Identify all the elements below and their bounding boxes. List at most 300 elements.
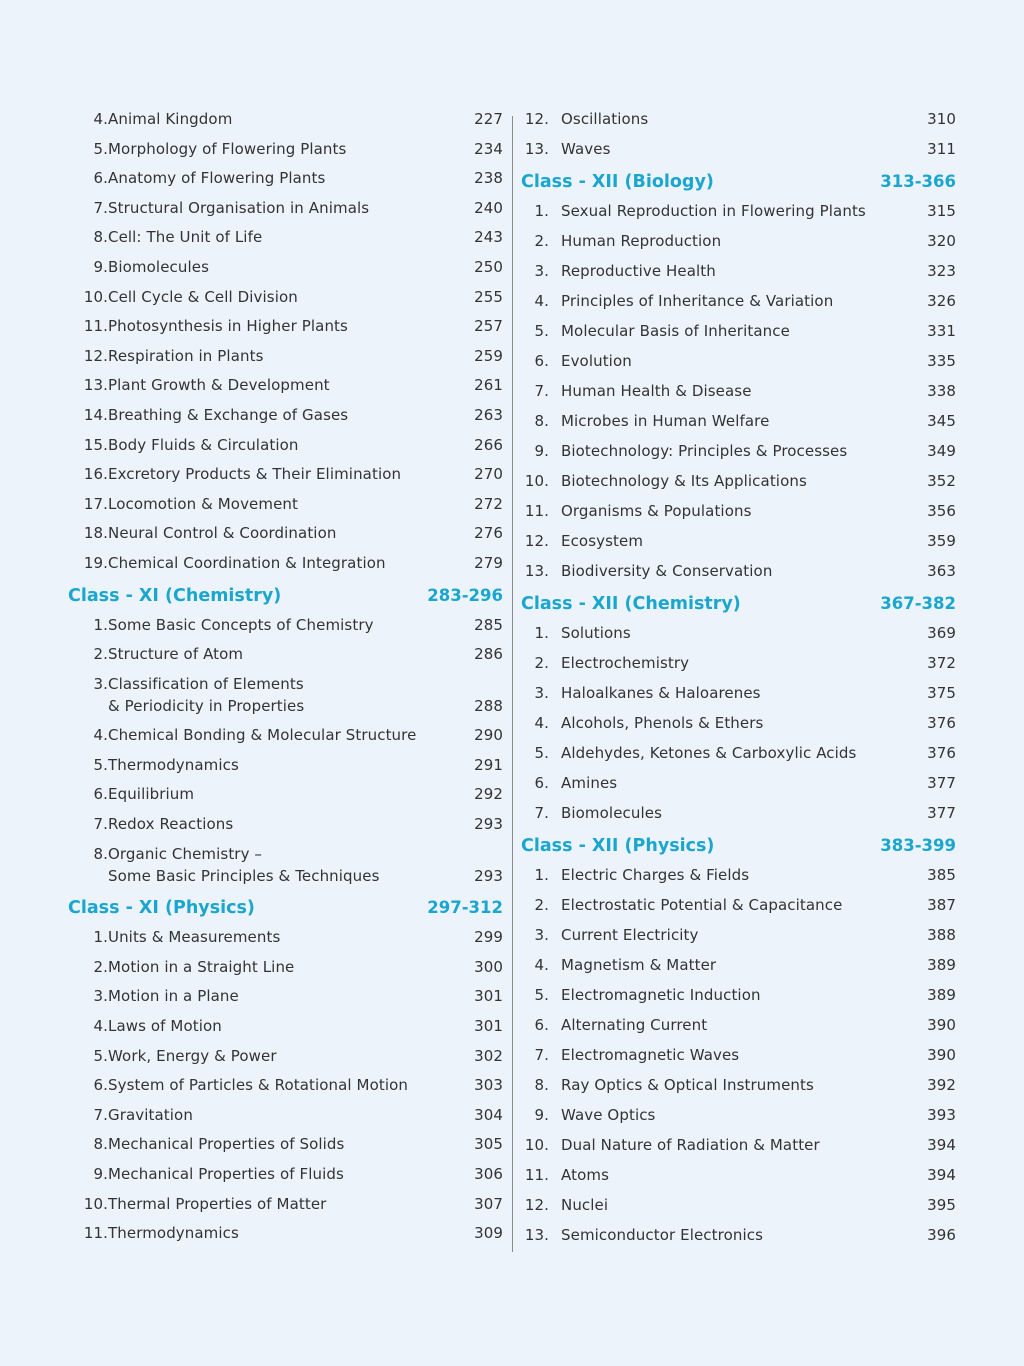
toc-entry (521, 984, 956, 1006)
toc-entry-number: 9. (93, 1165, 108, 1183)
toc-entry-number: 6. (534, 1016, 549, 1034)
toc-entry-number: 16. (83, 465, 108, 484)
toc-entry-number-cell (68, 813, 108, 835)
toc-entry-number: 9. (93, 257, 108, 276)
toc-entry-title: Equilibrium (108, 785, 195, 804)
toc-entry-page: 390 (927, 1016, 956, 1034)
toc-entry-number: 7. (93, 198, 108, 217)
toc-entry-title: Ray Optics & Optical Instruments (561, 1076, 814, 1094)
toc-entry-title-cell (561, 772, 916, 794)
toc-entry-page: 376 (927, 744, 956, 762)
toc-entry-title: Units & Measurements (108, 928, 281, 947)
toc-entry-title: Biodiversity & Conservation (561, 562, 773, 580)
toc-entry (521, 260, 956, 282)
toc-entry (521, 924, 956, 946)
toc-entry-page: 240 (474, 198, 503, 217)
toc-entry-title-cell (108, 754, 463, 776)
toc-entry-page: 352 (927, 472, 956, 490)
toc-entry (68, 493, 503, 515)
toc-entry (521, 350, 956, 372)
toc-entry (68, 1222, 503, 1244)
toc-entry-title-cell (561, 560, 916, 582)
toc-entry-number: 11. (524, 1166, 549, 1184)
toc-entry-page: 377 (927, 804, 956, 822)
toc-entry-number: 1. (93, 928, 108, 947)
toc-entry-page: 310 (927, 110, 956, 128)
toc-entry-title-cell (108, 463, 463, 485)
section-title: Class - XI (Physics) (68, 898, 255, 919)
toc-entry-page: 276 (474, 524, 503, 543)
toc-entry-title: Sexual Reproduction in Flowering Plants (561, 202, 866, 220)
toc-entry-page: 293 (474, 866, 503, 885)
toc-entry-title: Neural Control & Coordination (108, 524, 337, 543)
toc-entry-number-cell (68, 404, 108, 426)
toc-entry-number-cell (521, 500, 561, 522)
toc-entry-number-cell (521, 742, 561, 764)
toc-entry-page: 288 (474, 696, 503, 715)
toc-entry-page: 315 (927, 202, 956, 220)
toc-entry-title-cell (561, 1074, 916, 1096)
toc-entry-page: 227 (474, 110, 503, 128)
toc-entry-title: Work, Energy & Power (108, 1046, 277, 1065)
toc-entry-title-continued: Some Basic Principles & Techniques (108, 866, 380, 885)
toc-entry-page: 335 (927, 352, 956, 370)
toc-entry-number-cell (68, 256, 108, 278)
toc-entry-page: 301 (474, 987, 503, 1006)
toc-entry-number-cell (68, 552, 108, 574)
toc-entry-title: Gravitation (108, 1105, 193, 1124)
toc-list-chemistry-xi (68, 614, 503, 887)
toc-entry-number: 12. (524, 532, 549, 550)
toc-entry-number-cell (68, 1074, 108, 1096)
toc-entry-page: 250 (474, 257, 503, 276)
toc-entry-title-cell (108, 138, 463, 160)
toc-entry-title: Biotechnology & Its Applications (561, 472, 807, 490)
toc-entry-number-cell (68, 985, 108, 1007)
toc-entry-number: 4. (534, 714, 549, 732)
toc-entry-title: Atoms (561, 1166, 609, 1184)
toc-entry (521, 410, 956, 432)
section-page-range: 283-296 (427, 585, 503, 605)
toc-entry-number: 1. (93, 615, 108, 634)
toc-entry-number-cell (68, 286, 108, 308)
toc-entry-title-cell (561, 320, 916, 342)
toc-entry-title-cell (108, 434, 463, 456)
toc-entry-title-cell (561, 1134, 916, 1156)
toc-entry-number-cell (68, 643, 108, 665)
toc-entry-number-cell (68, 1045, 108, 1067)
toc-entry-page: 338 (927, 382, 956, 400)
toc-entry-title: Electrochemistry (561, 654, 690, 672)
toc-entry (68, 286, 503, 308)
toc-entry-title-cell (561, 1104, 916, 1126)
toc-entry (68, 956, 503, 978)
toc-entry-number: 2. (534, 654, 549, 672)
toc-entry-number-cell (68, 522, 108, 544)
toc-entry-number-cell (68, 614, 108, 636)
toc-entry (68, 783, 503, 805)
toc-entry-number-cell (68, 1222, 108, 1244)
toc-entry-number: 5. (93, 755, 108, 774)
toc-entry-number: 13. (524, 1226, 549, 1244)
toc-entry-number-cell (68, 1163, 108, 1185)
toc-entry-page: 309 (474, 1224, 503, 1243)
toc-entry-title: Breathing & Exchange of Gases (108, 405, 349, 424)
toc-entry (68, 1133, 503, 1155)
toc-entry-title-cell (561, 108, 916, 130)
toc-entry-page: 304 (474, 1105, 503, 1124)
toc-entry-title: Cell Cycle & Cell Division (108, 287, 298, 306)
toc-entry (521, 380, 956, 402)
toc-entry (68, 197, 503, 219)
toc-entry (68, 1193, 503, 1215)
toc-entry-title-cell (108, 1222, 463, 1244)
toc-entry (521, 622, 956, 644)
toc-entry-number-cell (521, 894, 561, 916)
toc-entry-number: 2. (93, 645, 108, 664)
toc-entry-title: Cell: The Unit of Life (108, 228, 263, 247)
toc-entry-number-cell (68, 1015, 108, 1037)
toc-entry-title: Reproductive Health (561, 262, 716, 280)
toc-entry-page: 255 (474, 287, 503, 306)
toc-entry (521, 108, 956, 130)
toc-entry-title-cell (561, 1014, 916, 1036)
toc-entry-title-cell (108, 614, 463, 636)
toc-entry (521, 1014, 956, 1036)
toc-entry-title: Some Basic Concepts of Chemistry (108, 615, 374, 634)
toc-entry-title-cell (561, 894, 916, 916)
toc-entry-number: 18. (83, 524, 108, 543)
toc-entry-number-cell (68, 783, 108, 805)
toc-entry-page: 377 (927, 774, 956, 792)
toc-entry-title: Electrostatic Potential & Capacitance (561, 896, 843, 914)
toc-entry-title-cell (108, 1074, 463, 1096)
toc-entry-title-cell (561, 652, 916, 674)
toc-entry-number: 14. (83, 405, 108, 424)
toc-entry (68, 724, 503, 746)
toc-entry-number: 8. (534, 412, 549, 430)
toc-entry-title: Mechanical Properties of Solids (108, 1135, 345, 1154)
toc-entry-page: 311 (927, 140, 956, 158)
toc-entry (521, 954, 956, 976)
toc-entry-title-cell (108, 1045, 463, 1067)
toc-entry-title-cell (108, 374, 463, 396)
toc-entry-number: 12. (524, 110, 549, 128)
toc-entry-number: 7. (534, 804, 549, 822)
toc-entry-number-cell (521, 924, 561, 946)
toc-entry-number: 6. (534, 352, 549, 370)
toc-entry-title: Solutions (561, 624, 631, 642)
toc-entry-page: 394 (927, 1166, 956, 1184)
toc-entry-title-cell (108, 673, 463, 717)
toc-list-bio-xi (68, 108, 503, 574)
toc-entry-title: Haloalkanes & Haloarenes (561, 684, 761, 702)
toc-entry-title: Mechanical Properties of Fluids (108, 1165, 344, 1183)
toc-entry-title-cell (108, 108, 463, 130)
toc-entry (68, 404, 503, 426)
toc-entry-page: 396 (927, 1226, 956, 1244)
toc-entry-number: 10. (524, 1136, 549, 1154)
toc-entry-number-cell (521, 230, 561, 252)
toc-entry (68, 226, 503, 248)
toc-entry-number: 12. (524, 1196, 549, 1214)
toc-entry-number-cell (68, 108, 108, 130)
toc-entry-title: Excretory Products & Their Elimination (108, 465, 402, 484)
toc-entry (68, 167, 503, 189)
toc-entry-number: 8. (93, 844, 108, 863)
toc-entry-title-cell (561, 290, 916, 312)
toc-entry-title: Photosynthesis in Higher Plants (108, 317, 348, 336)
toc-entry-number: 1. (534, 202, 549, 220)
toc-entry-title: Alternating Current (561, 1016, 708, 1034)
toc-entry-title: Magnetism & Matter (561, 956, 717, 974)
toc-entry-page: 243 (474, 228, 503, 247)
toc-entry-number-cell (68, 956, 108, 978)
toc-entry-page: 291 (474, 755, 503, 774)
toc-entry-title: Thermodynamics (108, 1224, 239, 1243)
toc-entry (521, 864, 956, 886)
toc-entry-title: Electromagnetic Waves (561, 1046, 740, 1064)
toc-entry-title-cell (561, 1044, 916, 1066)
toc-entry-title: Thermal Properties of Matter (108, 1194, 327, 1213)
toc-entry-number-cell (68, 843, 108, 865)
toc-entry (521, 500, 956, 522)
toc-entry-title: Microbes in Human Welfare (561, 412, 770, 430)
toc-entry-title: Current Electricity (561, 926, 699, 944)
toc-entry-page: 272 (474, 494, 503, 513)
toc-entry (521, 772, 956, 794)
toc-entry-page: 320 (927, 232, 956, 250)
toc-entry-number: 13. (524, 562, 549, 580)
toc-entry-title-cell (561, 380, 916, 402)
toc-entry (521, 470, 956, 492)
toc-entry-title: System of Particles & Rotational Motion (108, 1076, 409, 1095)
toc-entry-page: 356 (927, 502, 956, 520)
toc-entry-number: 13. (83, 376, 108, 395)
toc-entry-title: Motion in a Plane (108, 987, 239, 1006)
toc-entry-title-cell (561, 410, 916, 432)
toc-entry-title-cell (108, 1015, 463, 1037)
toc-entry-number: 5. (534, 986, 549, 1004)
toc-entry-title: Morphology of Flowering Plants (108, 139, 347, 158)
toc-entry-number-cell (68, 197, 108, 219)
toc-entry-title: Plant Growth & Development (108, 376, 330, 395)
toc-entry-title: Organic Chemistry – (108, 844, 263, 863)
toc-entry-title: Locomotion & Movement (108, 494, 299, 513)
toc-entry-page: 292 (474, 785, 503, 804)
section-header-chemistry-xi (68, 582, 503, 610)
toc-entry-number-cell (68, 434, 108, 456)
toc-entry-number-cell (521, 440, 561, 462)
toc-entry-title-cell (108, 724, 463, 746)
toc-entry-page: 389 (927, 956, 956, 974)
toc-entry-number-cell (521, 380, 561, 402)
toc-entry-number: 6. (93, 169, 108, 188)
toc-entry-title-cell (108, 985, 463, 1007)
toc-entry-number: 4. (534, 956, 549, 974)
toc-entry-number: 3. (534, 684, 549, 702)
toc-entry-title-cell (108, 783, 463, 805)
toc-entry-number-cell (521, 470, 561, 492)
toc-entry-number-cell (521, 652, 561, 674)
toc-entry-number-cell (521, 1014, 561, 1036)
toc-entry-title-cell (561, 470, 916, 492)
toc-entry-title-cell (108, 167, 463, 189)
toc-entry (68, 315, 503, 337)
toc-entry (68, 522, 503, 544)
section-header-biology-xii (521, 168, 956, 196)
toc-entry (521, 1164, 956, 1186)
toc-entry-title: Chemical Bonding & Molecular Structure (108, 726, 417, 745)
toc-entry-number: 10. (83, 287, 108, 306)
toc-entry-number: 10. (83, 1194, 108, 1213)
toc-entry-number: 7. (93, 815, 108, 834)
toc-entry-number-cell (521, 712, 561, 734)
toc-entry-number-cell (68, 1133, 108, 1155)
toc-entry-number: 8. (93, 228, 108, 247)
toc-entry-number: 12. (83, 346, 108, 365)
toc-entry-number: 6. (93, 785, 108, 804)
toc-entry-title-cell (108, 1193, 463, 1215)
toc-entry-number-cell (521, 1134, 561, 1156)
toc-entry-number-cell (68, 926, 108, 948)
toc-entry-page: 393 (927, 1106, 956, 1124)
toc-entry (521, 1224, 956, 1246)
toc-entry-page: 238 (474, 169, 503, 188)
toc-entry-number: 3. (93, 987, 108, 1006)
toc-entry-number-cell (521, 772, 561, 794)
toc-entry-page: 234 (474, 139, 503, 158)
toc-entry-number: 4. (93, 1017, 108, 1036)
toc-entry (68, 345, 503, 367)
toc-entry-number-cell (521, 802, 561, 824)
toc-entry (68, 843, 503, 887)
toc-entry (521, 1074, 956, 1096)
toc-entry-page: 259 (474, 346, 503, 365)
toc-entry-page: 349 (927, 442, 956, 460)
toc-entry-title-cell (108, 843, 463, 887)
toc-entry (521, 742, 956, 764)
toc-entry-title-cell (108, 226, 463, 248)
toc-entry-number-cell (521, 108, 561, 130)
toc-entry-page: 369 (927, 624, 956, 642)
toc-entry-number: 19. (83, 553, 108, 572)
toc-entry-page: 300 (474, 957, 503, 976)
toc-entry-number: 3. (534, 262, 549, 280)
toc-entry-number: 4. (93, 726, 108, 745)
toc-entry-title: Evolution (561, 352, 632, 370)
toc-entry-number: 3. (534, 926, 549, 944)
toc-entry-title-cell (561, 1194, 916, 1216)
toc-entry-number-cell (521, 410, 561, 432)
toc-entry-number-cell (68, 315, 108, 337)
toc-entry-page: 331 (927, 322, 956, 340)
toc-entry-number: 5. (93, 139, 108, 158)
toc-entry-title: Classification of Elements (108, 674, 304, 693)
toc-list-physics-xi (68, 926, 503, 1244)
toc-entry-title: Alcohols, Phenols & Ethers (561, 714, 764, 732)
toc-entry-number-cell (68, 724, 108, 746)
toc-entry-number-cell (68, 1104, 108, 1126)
toc-entry-number-cell (521, 200, 561, 222)
toc-entry-title: Respiration in Plants (108, 346, 264, 365)
toc-entry-title-cell (108, 1104, 463, 1126)
toc-entry (521, 560, 956, 582)
toc-entry (521, 320, 956, 342)
toc-entry-number: 8. (93, 1135, 108, 1154)
toc-entry-title-cell (561, 1224, 916, 1246)
toc-entry-title-cell (561, 954, 916, 976)
toc-entry-title-cell (108, 813, 463, 835)
toc-entry-number-cell (68, 673, 108, 695)
toc-entry (521, 894, 956, 916)
toc-entry-page: 261 (474, 376, 503, 395)
toc-list-biology-xii (521, 200, 956, 582)
toc-entry (68, 256, 503, 278)
toc-entry-page: 376 (927, 714, 956, 732)
toc-entry-number-cell (68, 167, 108, 189)
toc-left-column (68, 108, 503, 1252)
toc-entry-number-cell (68, 374, 108, 396)
toc-entry-title-cell (561, 802, 916, 824)
toc-entry-title-cell (561, 742, 916, 764)
toc-entry (68, 813, 503, 835)
toc-entry-page: 301 (474, 1017, 503, 1036)
toc-entry-number: 4. (93, 110, 108, 128)
toc-entry-number: 7. (93, 1105, 108, 1124)
toc-entry-title-cell (561, 864, 916, 886)
toc-entry-number: 6. (93, 1076, 108, 1095)
toc-entry-number-cell (521, 138, 561, 160)
toc-entry-title-cell (108, 493, 463, 515)
toc-entry (68, 1045, 503, 1067)
toc-entry-page: 372 (927, 654, 956, 672)
toc-entry-page: 345 (927, 412, 956, 430)
toc-entry-page: 306 (474, 1165, 503, 1183)
section-title: Class - XI (Chemistry) (68, 585, 282, 606)
toc-entry (521, 712, 956, 734)
toc-entry-page: 279 (474, 553, 503, 572)
toc-entry (521, 230, 956, 252)
toc-entry-page: 285 (474, 615, 503, 634)
toc-entry-number: 11. (83, 1224, 108, 1243)
toc-entry-title: Aldehydes, Ketones & Carboxylic Acids (561, 744, 857, 762)
section-title: Class - XII (Biology) (521, 172, 714, 192)
toc-entry-title: Biotechnology: Principles & Processes (561, 442, 848, 460)
toc-entry-title: Ecosystem (561, 532, 644, 550)
toc-list-physics-xii (521, 864, 956, 1246)
toc-entry-number-cell (521, 560, 561, 582)
toc-entry-number-cell (521, 350, 561, 372)
toc-entry-title-cell (561, 350, 916, 372)
toc-entry-number: 3. (93, 674, 108, 693)
toc-entry (68, 463, 503, 485)
column-divider (512, 116, 513, 1252)
toc-entry-page: 270 (474, 465, 503, 484)
toc-entry-title-cell (561, 682, 916, 704)
toc-entry-title: Body Fluids & Circulation (108, 435, 299, 454)
toc-entry-title-cell (108, 956, 463, 978)
toc-entry-number: 4. (534, 292, 549, 310)
toc-entry-number-cell (68, 345, 108, 367)
toc-entry-title-cell (108, 1133, 463, 1155)
toc-entry-page: 266 (474, 435, 503, 454)
toc-entry-page: 286 (474, 645, 503, 664)
toc-entry-title-cell (561, 530, 916, 552)
toc-entry (68, 985, 503, 1007)
toc-entry-page: 390 (927, 1046, 956, 1064)
toc-entry (68, 1104, 503, 1126)
